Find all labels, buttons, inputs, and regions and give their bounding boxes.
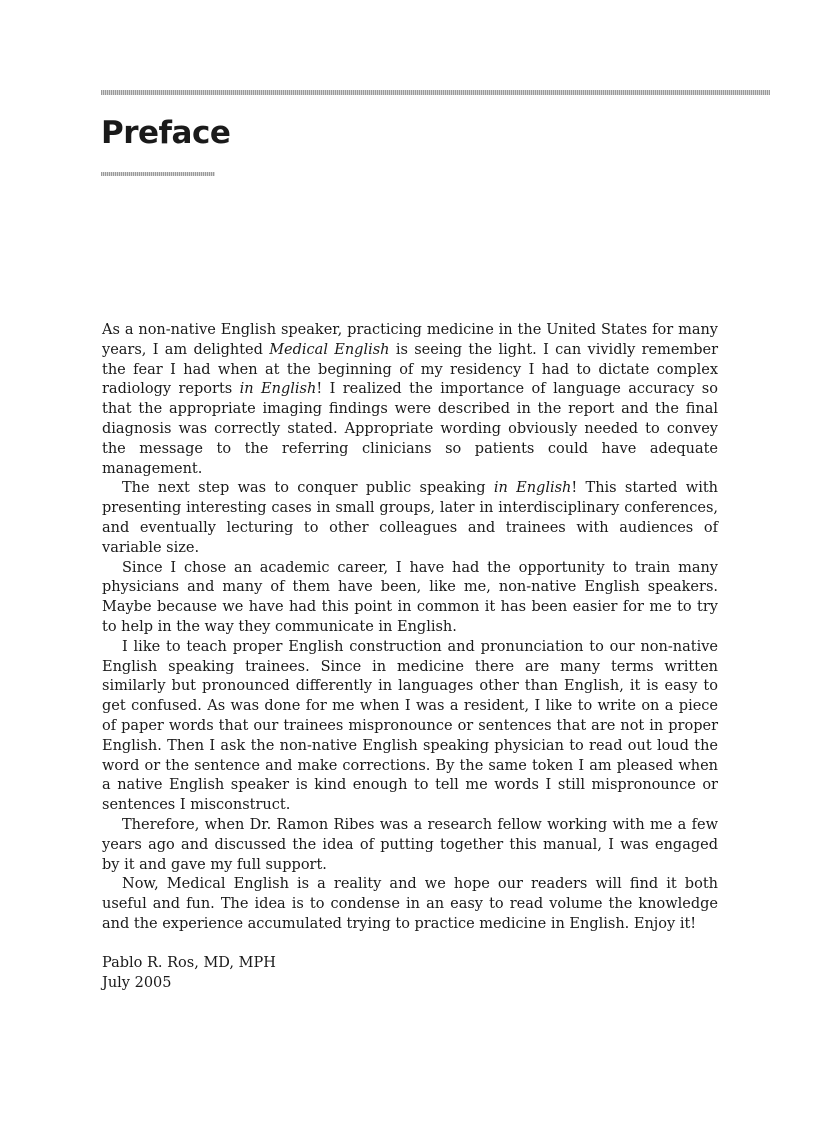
text-run: The next step was to conquer public speaking (122, 480, 494, 497)
text-run: Since I chose an academic career, I have had the opportunity to train many physicians and many of them have been, like me, non-native English speakers. Maybe because we have had this point in common it has been easier for me to try to help in the way they communicate in English. (102, 559, 718, 635)
title-underline-divider (101, 172, 215, 176)
signature-date: July 2005 (102, 974, 172, 991)
top-rule-divider (101, 90, 770, 95)
page-title: Preface (101, 115, 231, 151)
paragraph-4 (102, 638, 718, 816)
text-run: I like to teach proper English construction and pronunciation to our non-native English speaking trainees. Since in medicine there are many terms written similarly but pronounced differently in languages other than English, it is easy to get confused. As was done for me when I was a resident, I like to write on a piece of paper words that our trainees mispronounce or sentences that are not in proper English. Then I ask the non-native English speaking physician to read out loud the word or the sentence and make corrections. By the same token I am pleased when a native English speaker is kind enough to tell me words I still mispronounce or sentences I misconstruct. (102, 638, 718, 814)
italic-run: Medical English (269, 341, 390, 358)
paragraph-5 (102, 816, 718, 875)
paragraph-2 (102, 479, 718, 558)
signature-name: Pablo R. Ros, MD, MPH (102, 954, 276, 971)
paragraph-6 (102, 875, 718, 934)
paragraph-1 (102, 321, 718, 479)
signature-block (102, 954, 718, 994)
text-run: Now, Medical English is a reality and we hope our readers will find it both useful and fun. The idea is to condense in an easy to read volume the knowledge and the experience accumulated trying to practice medicine in English. Enjoy it! (102, 876, 718, 932)
italic-run: in English (493, 480, 572, 497)
preface-body (102, 321, 718, 993)
text-run: Therefore, when Dr. Ramon Ribes was a research fellow working with me a few years ago and discussed the idea of putting together this manual, I was engaged by it and gave my full support. (102, 816, 718, 873)
text-run: is seeing the light. I can vividly remember the fear I had when at the beginning of my residency I had to dictate complex radiology reports (102, 341, 718, 398)
text-run: ! This started with presenting interesting cases in small groups, later in interdisciplinary conferences, and eventually lecturing to other colleagues and trainees with audiences of variable size. (102, 480, 718, 556)
text-run: ! I realized the importance of language accuracy so that the appropriate imaging findings were described in the report and the final diagnosis was correctly stated. Appropriate wording obviously needed to convey the message to the referring clinicians so patients could have adequate management. (102, 381, 718, 477)
paragraph-3 (102, 559, 718, 638)
italic-run: in English (239, 381, 317, 398)
text-run: As a non-native English speaker, practicing medicine in the United States for many years, I am delighted (102, 322, 718, 358)
